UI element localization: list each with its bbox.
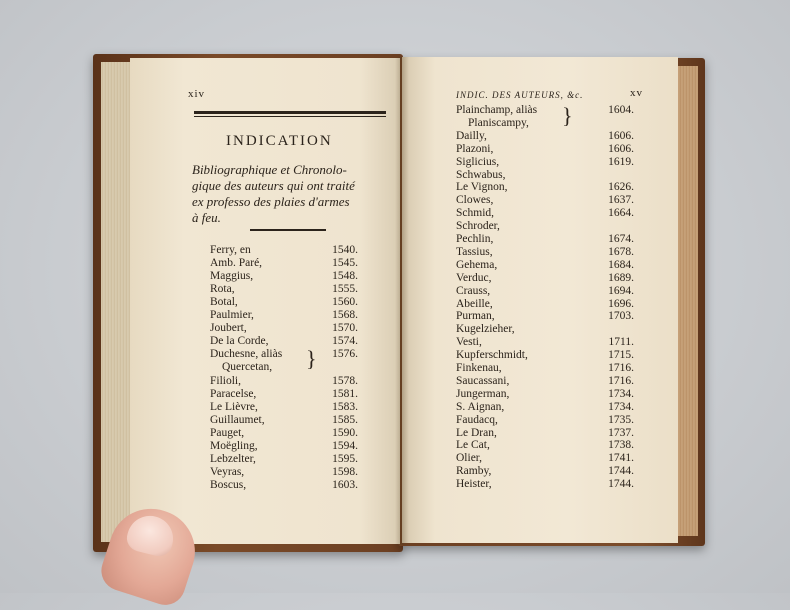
author-name: Finkenau, xyxy=(456,362,502,374)
author-name: Ramby, xyxy=(456,465,492,478)
author-name: Amb. Paré, xyxy=(210,257,263,270)
author-year: 1603. xyxy=(332,478,358,491)
subtitle-line: Bibliographique et Chronolo- xyxy=(192,162,347,177)
author-name: Faudacq, xyxy=(456,413,498,426)
book-gutter xyxy=(395,57,409,545)
author-year: 1626. xyxy=(608,181,634,194)
author-name: Pauget, xyxy=(210,426,245,439)
author-name: Kupferschmidt, xyxy=(456,349,528,362)
subtitle-line: ex professo des plaies d'armes xyxy=(192,194,350,209)
right-page xyxy=(402,57,678,543)
author-name: Verduc, xyxy=(456,271,492,284)
author-year: 1606. xyxy=(608,129,634,142)
author-year: 1598. xyxy=(332,465,358,478)
author-year: 1574. xyxy=(332,335,358,348)
author-name: Moëgling, xyxy=(210,439,258,452)
author-year: 1684. xyxy=(608,258,634,271)
page-edges-left xyxy=(101,62,131,542)
running-header: INDIC. DES AUTEURS, &c. xyxy=(456,90,584,100)
author-name: Le Lièvre, xyxy=(210,400,258,413)
author-name: Veyras, xyxy=(210,465,245,478)
author-year: 1689. xyxy=(608,271,634,284)
author-name: Paracelse, xyxy=(210,387,257,400)
author-year: 1664. xyxy=(608,207,634,220)
right-page-number: xv xyxy=(630,87,643,99)
author-name: Clowes, xyxy=(456,194,494,207)
author-name: Botal, xyxy=(210,296,238,309)
author-year: 1583. xyxy=(332,400,358,413)
author-name: Lebzelter, xyxy=(210,452,256,465)
subtitle-rule xyxy=(250,229,326,231)
author-year: 1619. xyxy=(608,155,634,168)
author-year: 1696. xyxy=(608,297,634,310)
author-year: 1703. xyxy=(608,310,634,323)
author-year: 1548. xyxy=(332,270,358,283)
author-year: 1694. xyxy=(608,284,634,297)
author-year: 1606. xyxy=(608,142,634,155)
author-name: Guillaumet, xyxy=(210,413,265,426)
brace-mark-right: } xyxy=(562,103,573,128)
author-name: De la Corde, xyxy=(210,335,269,348)
subtitle-line: gique des auteurs qui ont traité xyxy=(192,178,355,193)
author-year: 1715. xyxy=(608,349,634,362)
author-name: Planiscampy, xyxy=(468,116,529,129)
author-year: 1585. xyxy=(332,413,358,426)
author-year: 1678. xyxy=(608,245,634,258)
author-name: Dailly, xyxy=(456,129,487,142)
author-year: 1590. xyxy=(332,426,358,439)
author-year: 1604. xyxy=(608,104,634,116)
author-name: Rota, xyxy=(210,283,235,296)
author-year: 1734. xyxy=(608,400,634,413)
author-year: 1744. xyxy=(608,478,634,491)
author-year: 1716. xyxy=(608,362,634,374)
author-year: 1735. xyxy=(608,413,634,426)
left-page-number: xiv xyxy=(188,88,206,100)
author-year: 1716. xyxy=(608,374,634,387)
author-name: Siglicius, xyxy=(456,155,500,168)
author-name: Saucassani, xyxy=(456,374,510,387)
author-name: S. Aignan, xyxy=(456,400,505,413)
author-name: Boscus, xyxy=(210,478,247,491)
author-year: 1674. xyxy=(608,233,634,245)
author-year: 1738. xyxy=(608,439,634,452)
author-name: Schwabus, xyxy=(456,168,506,181)
author-name: Olier, xyxy=(456,452,483,465)
author-name: Kugelzieher, xyxy=(456,323,515,336)
author-name: Paulmier, xyxy=(210,309,254,322)
author-year: 1595. xyxy=(332,452,358,465)
title-rule-thick xyxy=(194,111,386,114)
author-name: Quercetan, xyxy=(222,361,273,374)
author-name: Ferry, en xyxy=(210,244,251,256)
author-name: Tassius, xyxy=(456,245,493,258)
author-year: 1568. xyxy=(332,309,358,322)
author-year: 1711. xyxy=(608,336,634,349)
author-name: Schmid, xyxy=(456,207,495,220)
author-year: 1555. xyxy=(332,283,358,296)
author-name: Jungerman, xyxy=(456,387,510,400)
author-year: 1540. xyxy=(332,244,358,256)
brace-mark: } xyxy=(306,346,317,371)
author-name: Crauss, xyxy=(456,284,491,297)
author-year: 1570. xyxy=(332,322,358,335)
author-name: Plainchamp, aliàs xyxy=(456,104,538,116)
author-name: Schroder, xyxy=(456,220,500,233)
author-year: 1576. xyxy=(332,348,358,361)
author-year: 1560. xyxy=(332,296,358,309)
author-name: Le Cat, xyxy=(456,439,490,452)
author-name: Le Vignon, xyxy=(456,181,508,194)
subtitle-line: à feu. xyxy=(192,210,221,225)
author-name: Plazoni, xyxy=(456,142,494,155)
author-year: 1737. xyxy=(608,426,634,439)
author-name: Pechlin, xyxy=(456,233,494,245)
author-year: 1581. xyxy=(332,387,358,400)
author-name: Duchesne, aliàs xyxy=(210,348,283,361)
author-name: Purman, xyxy=(456,310,495,323)
author-name: Gehema, xyxy=(456,258,498,271)
author-name: Maggius, xyxy=(210,270,254,283)
title-rule-thin xyxy=(194,116,386,117)
author-name: Filioli, xyxy=(210,374,241,387)
author-name: Le Dran, xyxy=(456,426,497,439)
author-year: 1744. xyxy=(608,465,634,478)
author-year: 1545. xyxy=(332,257,358,270)
page-title: INDICATION xyxy=(226,133,333,149)
author-year: 1637. xyxy=(608,194,634,207)
author-year: 1594. xyxy=(332,439,358,452)
author-name: Joubert, xyxy=(210,322,247,335)
author-year: 1734. xyxy=(608,387,634,400)
author-name: Abeille, xyxy=(456,297,493,310)
author-name: Heister, xyxy=(456,478,492,491)
author-year: 1741. xyxy=(608,452,634,465)
author-name: Vesti, xyxy=(456,336,482,349)
page-edges-right xyxy=(676,66,698,536)
left-page xyxy=(130,58,400,544)
author-year: 1578. xyxy=(332,374,358,387)
